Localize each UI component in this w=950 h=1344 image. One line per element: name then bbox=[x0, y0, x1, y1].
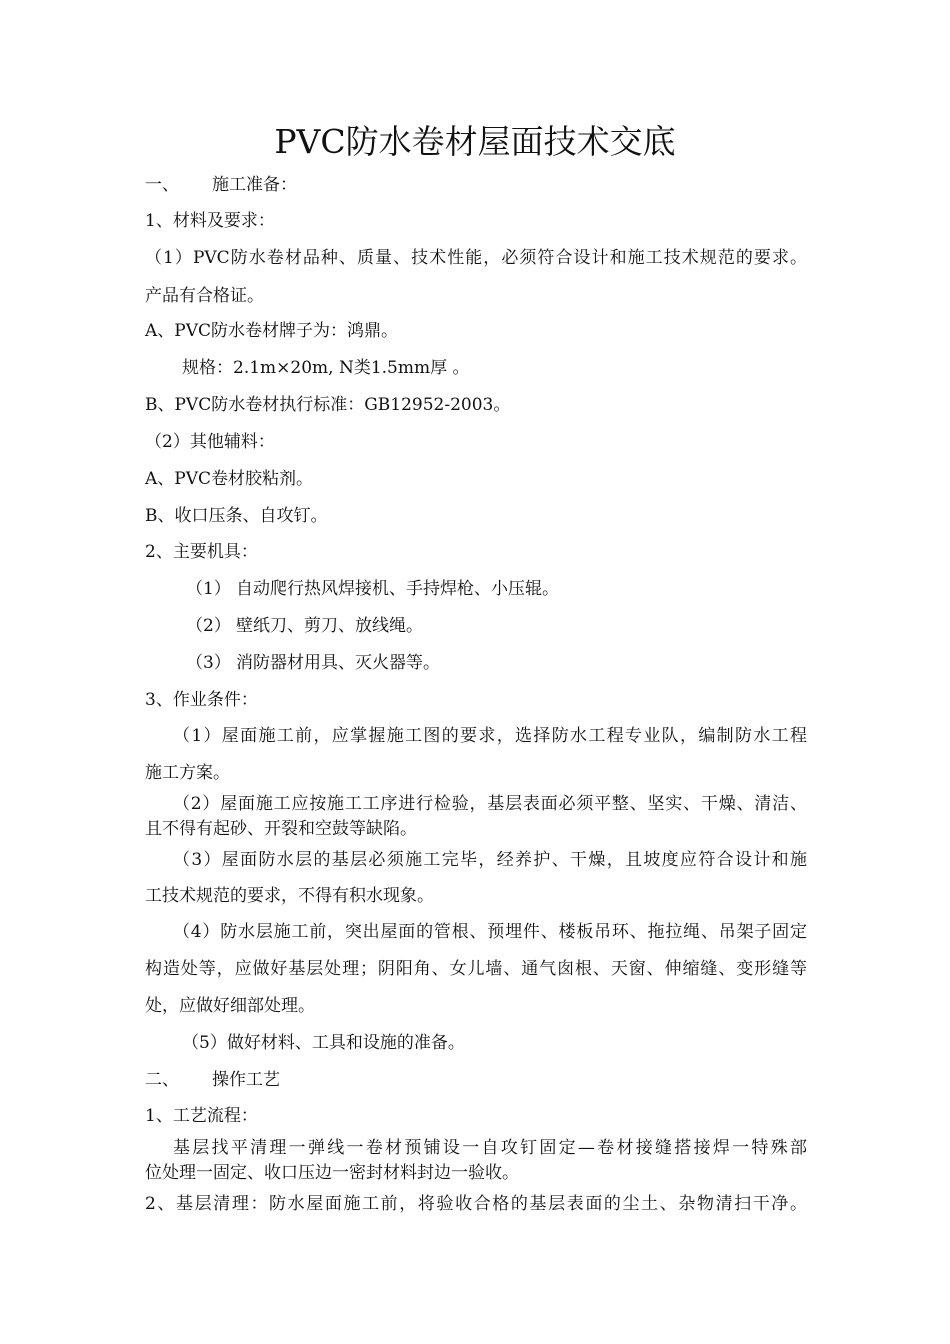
process-flow-line: 位处理一固定、收口压边一密封材料封边一验收。 bbox=[145, 1163, 519, 1183]
section-heading-operation bbox=[145, 1068, 280, 1092]
tool-item bbox=[186, 614, 423, 638]
condition-line: （3）屋面防水层的基层必须施工完毕，经养护、干燥，且坡度应符合设计和施 bbox=[173, 850, 807, 870]
section-heading-preparation bbox=[145, 173, 297, 197]
section-number: 二、 bbox=[145, 1070, 179, 1090]
spec-line: 规格：2.1m×20m, N类1.5mm厚 。 bbox=[182, 358, 470, 378]
section-heading-text: 施工准备： bbox=[212, 175, 297, 195]
tool-item-number: （1） bbox=[186, 579, 231, 599]
other-material-item: B、收口压条、自攻钉。 bbox=[145, 506, 328, 526]
tool-item bbox=[186, 577, 559, 601]
condition-line: 施工方案。 bbox=[145, 763, 230, 783]
tool-item-text: 消防器材用具、灭火器等。 bbox=[236, 653, 440, 673]
tool-item-text: 壁纸刀、剪刀、放线绳。 bbox=[236, 616, 423, 636]
other-materials-heading: （2）其他辅料： bbox=[145, 432, 275, 452]
tools-heading: 2、主要机具： bbox=[145, 542, 258, 562]
tool-item-text: 自动爬行热风焊接机、手持焊枪、小压辊。 bbox=[236, 579, 559, 599]
tool-item-number: （3） bbox=[186, 653, 231, 673]
condition-line: （5）做好材料、工具和设施的准备。 bbox=[182, 1033, 465, 1053]
conditions-heading: 3、作业条件： bbox=[145, 690, 258, 710]
tool-item bbox=[186, 651, 440, 675]
cleaning-line: 2、基层清理：防水屋面施工前，将验收合格的基层表面的尘土、杂物清扫干净。 bbox=[145, 1194, 807, 1214]
section-heading-text: 操作工艺 bbox=[212, 1070, 280, 1090]
brand-line: A、PVC防水卷材牌子为：鸿鼎。 bbox=[145, 321, 398, 341]
materials-paragraph-line: 产品有合格证。 bbox=[145, 286, 264, 306]
condition-line: （4）防水层施工前，突出屋面的管根、预埋件、楼板吊环、拖拉绳、吊架子固定 bbox=[173, 922, 807, 942]
condition-line: 处，应做好细部处理。 bbox=[145, 996, 315, 1016]
condition-line: 构造处等，应做好基层处理；阴阳角、女儿墙、通气囱根、天窗、伸缩缝、变形缝等 bbox=[145, 959, 807, 979]
standard-line: B、PVC防水卷材执行标准：GB12952-2003。 bbox=[145, 395, 511, 415]
condition-line: （2）屋面施工应按施工工序进行检验，基层表面必须平整、坚实、干燥、清洁、 bbox=[173, 794, 807, 814]
condition-line: 且不得有起砂、开裂和空鼓等缺陷。 bbox=[145, 819, 417, 839]
condition-line: 工技术规范的要求，不得有积水现象。 bbox=[145, 886, 434, 906]
condition-line: （1）屋面施工前，应掌握施工图的要求，选择防水工程专业队，编制防水工程 bbox=[173, 726, 807, 746]
tool-item-number: （2） bbox=[186, 616, 231, 636]
process-flow-line: 基层找平清理一弹线一卷材预铺设一自攻钉固定—卷材接缝搭接焊一特殊部 bbox=[173, 1138, 807, 1158]
other-material-item: A、PVC卷材胶粘剂。 bbox=[145, 469, 313, 489]
section-number: 一、 bbox=[145, 175, 179, 195]
materials-heading: 1、材料及要求： bbox=[145, 211, 275, 231]
process-heading: 1、工艺流程： bbox=[145, 1106, 258, 1126]
document-title: PVC防水卷材屋面技术交底 bbox=[274, 122, 676, 161]
materials-paragraph-line: （1）PVC防水卷材品种、质量、技术性能，必须符合设计和施工技术规范的要求。 bbox=[145, 248, 807, 268]
